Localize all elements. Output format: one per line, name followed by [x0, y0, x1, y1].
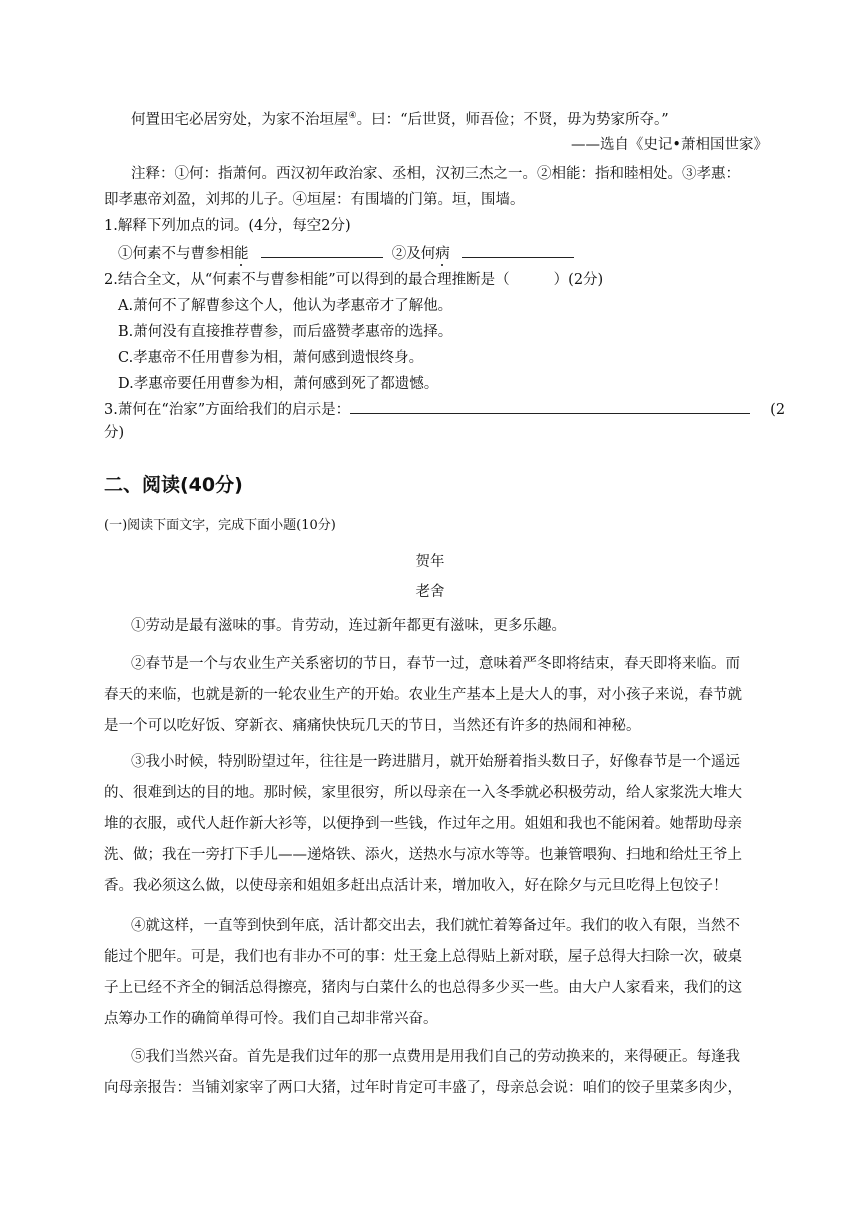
- article-line: ④就这样，一直等到快到年底，活计都交出去，我们就忙着筹备过年。我们的收入有限，当然不: [131, 918, 740, 934]
- article-line: ①劳动是最有滋味的事。肯劳动，连过新年都更有滋味，更多乐趣。: [131, 618, 566, 634]
- article-line: 点筹办工作的确简单得可怜。我们自己却非常兴奋。: [104, 1011, 438, 1027]
- article-author: 老舍: [415, 584, 445, 600]
- dotted-word-2: 病: [435, 246, 450, 262]
- article-line: 子上已经不齐全的铜活总得擦亮，猪肉与白菜什么的也总得多少买一些。由大户人家看来，我们的这: [104, 980, 742, 996]
- article-line: 香。我必须这么做，以使母亲和姐姐多赶出点活计来，增加收入，好在除夕与元旦吃得上包饺子！: [104, 878, 728, 894]
- article-line: 向母亲报告：当铺刘家宰了两口大猪，过年时肯定可丰盛了，母亲总会说：咱们的饺子里菜多肉少，: [104, 1080, 742, 1096]
- article-line: 堆的衣服，或代人赶作新大衫等，以便挣到一些钱，作过年之用。姐姐和我也不能闲着。她帮助母亲: [104, 816, 742, 832]
- article-line: ②春节是一个与农业生产关系密切的节日，春节一过，意味着严冬即将结束，春天即将来临。而: [131, 656, 740, 672]
- notes-line-2: 即孝惠帝刘盈，刘邦的儿子。④垣屋：有围墙的门第。垣，围墙。: [104, 192, 525, 208]
- section-heading: 二、阅读(40分): [104, 474, 243, 496]
- article-line: 能过个肥年。可是，我们也有非办不可的事：灶王龛上总得贴上新对联，屋子总得大扫除一次，破桌: [104, 949, 742, 965]
- question-3-score-tail: 分): [104, 425, 125, 441]
- article-line: 洗、做；我在一旁打下手儿——递烙铁、添火，送热水与凉水等等。也兼管喂狗、扫地和给灶王爷上: [104, 847, 742, 863]
- article-line: ③我小时候，特别盼望过年，往往是一跨进腊月，就开始掰着指头数日子，好像春节是一个遥远: [131, 754, 740, 770]
- question-2-stem: 2.结合全文，从“何素不与曹参相能”可以得到的最合理推断是（ ）(2分): [104, 272, 604, 288]
- question-1-items: ①何素不与曹参相能 ②及何病: [118, 243, 574, 264]
- question-1-stem: 1.解释下列加点的词。(4分，每空2分): [104, 218, 351, 234]
- option-c: C.孝惠帝不任用曹参为相，萧何感到遗恨终身。: [118, 350, 424, 366]
- passage-last-line: 何置田宅必居穷处，为家不治垣屋④。曰：“后世贤，师吾俭；不贤，毋为势家所夺。”: [131, 111, 669, 128]
- answer-blank-3[interactable]: [350, 399, 750, 414]
- article-line: 春天的来临，也就是新的一轮农业生产的开始。农业生产基本上是大人的事，对小孩子来说，春节就: [104, 687, 742, 703]
- article-title: 贺年: [415, 554, 445, 570]
- answer-blank-1[interactable]: [261, 243, 383, 258]
- answer-blank-2[interactable]: [462, 243, 574, 258]
- option-b: B.萧何没有直接推荐曹参，而后盛赞孝惠帝的选择。: [118, 324, 453, 340]
- footnote-marker: ④: [348, 111, 357, 121]
- passage-source: ——选自《史记•萧相国世家》: [570, 137, 768, 153]
- article-line: 是一个可以吃好饭、穿新衣、痛痛快快玩几天的节日，当然还有许多的热闹和神秘。: [104, 718, 641, 734]
- dotted-word-1: 能: [234, 246, 249, 262]
- section-subheading: (一)阅读下面文字，完成下面小题(10分): [104, 518, 336, 533]
- option-a: A.萧何不了解曹参这个人，他认为孝惠帝才了解他。: [118, 298, 453, 314]
- question-3-stem: 3.萧何在“治家”方面给我们的启示是： (2: [104, 399, 785, 420]
- article-line: 的、很难到达的目的地。那时候，家里很穷，所以母亲在一入冬季就必积极劳动，给人家浆洗大堆大: [104, 785, 742, 801]
- option-d: D.孝惠帝要任用曹参为相，萧何感到死了都遗憾。: [118, 376, 439, 392]
- article-line: ⑤我们当然兴奋。首先是我们过年的那一点费用是用我们自己的劳动换来的，来得硬正。每逢我: [131, 1049, 740, 1065]
- notes-line-1: 注释：①何：指萧何。西汉初年政治家、丞相，汉初三杰之一。②相能：指和睦相处。③孝惠：: [131, 166, 740, 182]
